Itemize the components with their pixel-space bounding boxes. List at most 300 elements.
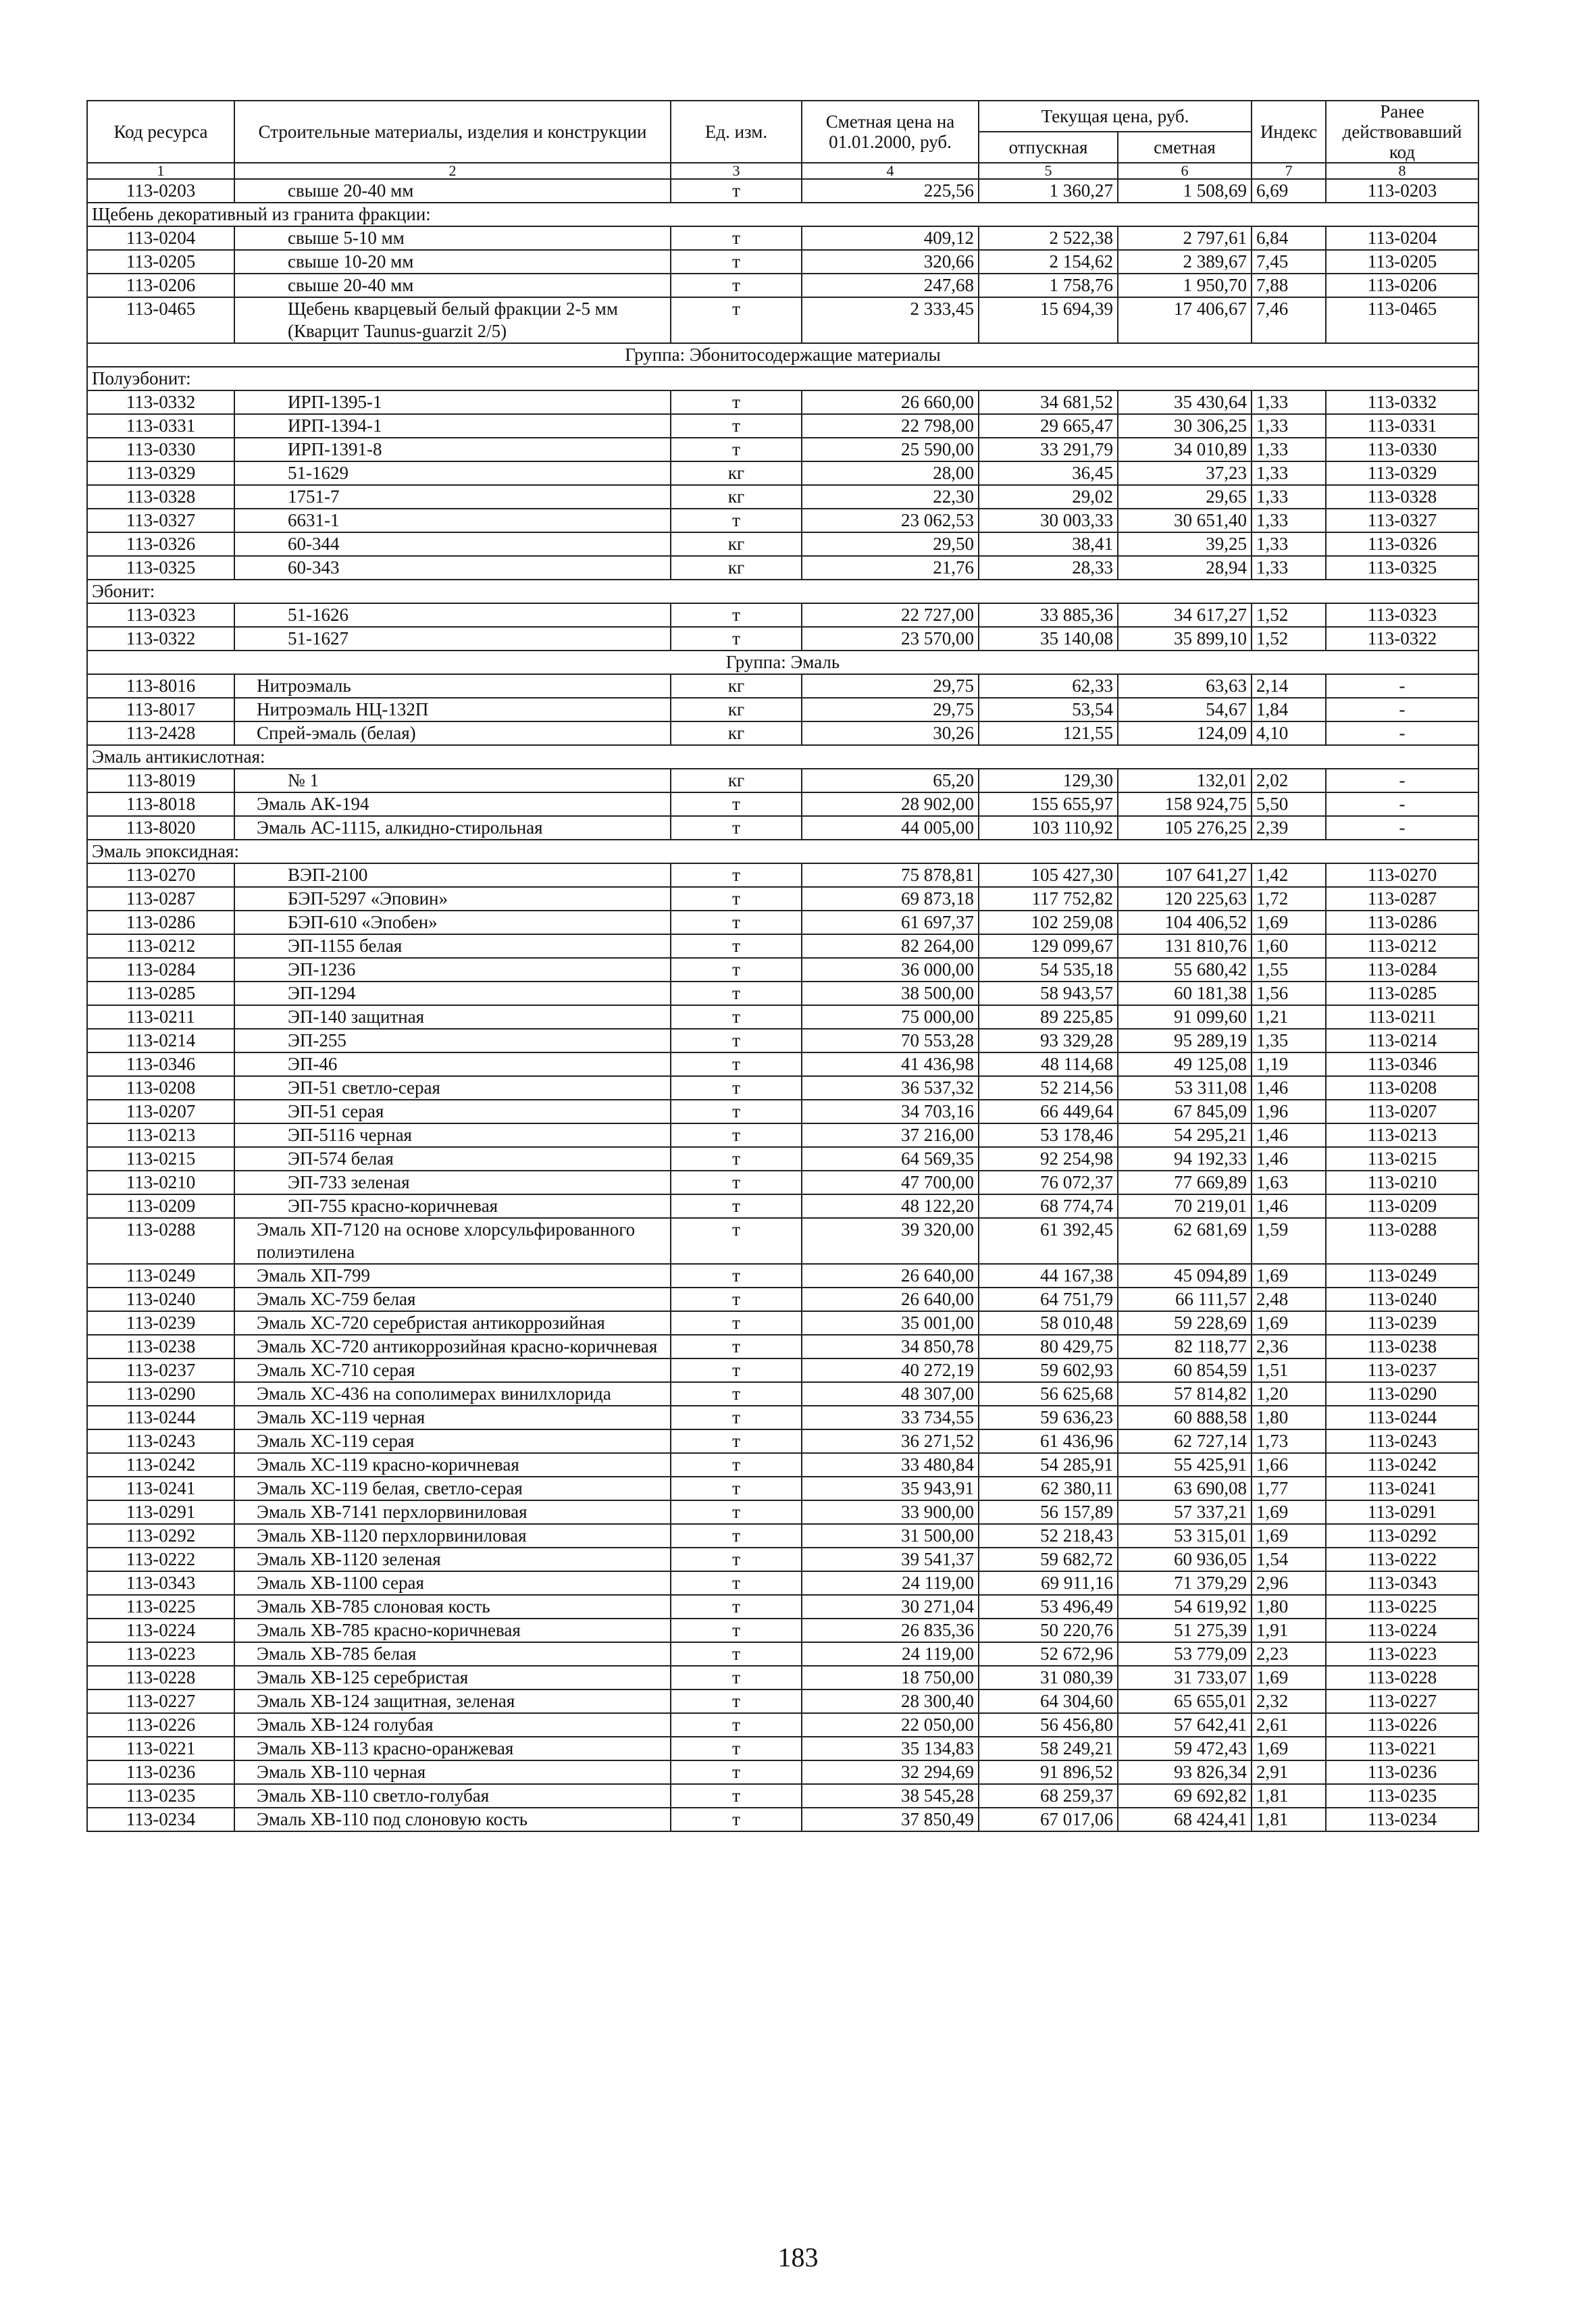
cell-estimate-price: 53 779,09 <box>1118 1642 1252 1666</box>
cell-code: 113-0236 <box>87 1760 234 1784</box>
cell-code: 113-8020 <box>87 816 234 840</box>
cell-estimate-price: 30 651,40 <box>1118 509 1252 532</box>
cell-previous-code: 113-0235 <box>1326 1784 1478 1808</box>
table-row <box>87 485 1478 509</box>
subheading: Эмаль антикислотная: <box>87 745 1478 769</box>
cell-previous-code: - <box>1326 674 1478 698</box>
cell-code: 113-0235 <box>87 1784 234 1808</box>
cell-code: 113-0206 <box>87 274 234 297</box>
cell-base-price: 38 545,28 <box>802 1784 979 1808</box>
cell-estimate-price: 82 118,77 <box>1118 1335 1252 1358</box>
cell-release-price: 2 522,38 <box>979 226 1118 250</box>
cell-unit: т <box>671 1500 802 1524</box>
cell-name: 51-1627 <box>234 627 671 651</box>
table-row <box>87 1264 1478 1288</box>
cell-base-price: 38 500,00 <box>802 982 979 1005</box>
cell-index: 1,77 <box>1252 1477 1326 1500</box>
cell-unit: т <box>671 1052 802 1076</box>
cell-estimate-price: 131 810,76 <box>1118 934 1252 958</box>
cell-code: 113-0292 <box>87 1524 234 1548</box>
group-heading: Группа: Эбонитосодержащие материалы <box>87 343 1478 367</box>
cell-previous-code: 113-0214 <box>1326 1029 1478 1052</box>
cell-base-price: 35 001,00 <box>802 1311 979 1335</box>
cell-previous-code: 113-0222 <box>1326 1548 1478 1571</box>
cell-name: Эмаль АК-194 <box>234 792 671 816</box>
cell-code: 113-0209 <box>87 1194 234 1218</box>
subheading-row <box>87 203 1478 226</box>
cell-base-price: 22 050,00 <box>802 1713 979 1737</box>
cell-unit: т <box>671 1100 802 1123</box>
cell-previous-code: 113-0270 <box>1326 863 1478 887</box>
cell-name: 60-343 <box>234 556 671 580</box>
table-row <box>87 934 1478 958</box>
table-row <box>87 1429 1478 1453</box>
group-heading: Группа: Эмаль <box>87 651 1478 674</box>
cell-base-price: 29,75 <box>802 698 979 721</box>
cell-name: 51-1629 <box>234 461 671 485</box>
cell-estimate-price: 2 389,67 <box>1118 250 1252 274</box>
cell-previous-code: 113-0234 <box>1326 1808 1478 1831</box>
cell-estimate-price: 120 225,63 <box>1118 887 1252 911</box>
cell-estimate-price: 71 379,29 <box>1118 1571 1252 1595</box>
column-number: 5 <box>979 163 1118 179</box>
cell-base-price: 23 570,00 <box>802 627 979 651</box>
cell-index: 1,33 <box>1252 509 1326 532</box>
cell-previous-code: 113-0327 <box>1326 509 1478 532</box>
cell-code: 113-0242 <box>87 1453 234 1477</box>
table-row <box>87 1477 1478 1500</box>
table-row <box>87 1524 1478 1548</box>
cell-release-price: 80 429,75 <box>979 1335 1118 1358</box>
cell-estimate-price: 34 617,27 <box>1118 603 1252 627</box>
cell-name: ВЭП-2100 <box>234 863 671 887</box>
table-row <box>87 461 1478 485</box>
table-row <box>87 532 1478 556</box>
cell-release-price: 58 010,48 <box>979 1311 1118 1335</box>
cell-index: 1,69 <box>1252 1264 1326 1288</box>
cell-previous-code: 113-0215 <box>1326 1147 1478 1171</box>
cell-base-price: 25 590,00 <box>802 438 979 461</box>
cell-index: 1,54 <box>1252 1548 1326 1571</box>
cell-index: 2,23 <box>1252 1642 1326 1666</box>
cell-base-price: 48 122,20 <box>802 1194 979 1218</box>
cell-unit: т <box>671 1548 802 1571</box>
cell-release-price: 44 167,38 <box>979 1264 1118 1288</box>
table-row <box>87 226 1478 250</box>
table-row <box>87 1335 1478 1358</box>
table-row <box>87 556 1478 580</box>
cell-index: 1,52 <box>1252 627 1326 651</box>
cell-base-price: 2 333,45 <box>802 297 979 343</box>
cell-base-price: 35 134,83 <box>802 1737 979 1760</box>
cell-code: 113-0270 <box>87 863 234 887</box>
cell-name: Нитроэмаль НЦ-132П <box>234 698 671 721</box>
cell-previous-code: 113-0207 <box>1326 1100 1478 1123</box>
cell-previous-code: 113-0243 <box>1326 1429 1478 1453</box>
cell-estimate-price: 124,09 <box>1118 721 1252 745</box>
cell-code: 113-0224 <box>87 1619 234 1642</box>
cell-unit: т <box>671 792 802 816</box>
cell-code: 113-0241 <box>87 1477 234 1500</box>
cell-release-price: 53,54 <box>979 698 1118 721</box>
cell-base-price: 61 697,37 <box>802 911 979 934</box>
cell-estimate-price: 94 192,33 <box>1118 1147 1252 1171</box>
cell-name: Щебень кварцевый белый фракции 2-5 мм (Кварцит Taunus-guarzit 2/5) <box>234 297 671 343</box>
cell-release-price: 121,55 <box>979 721 1118 745</box>
cell-release-price: 56 456,80 <box>979 1713 1118 1737</box>
cell-code: 113-0243 <box>87 1429 234 1453</box>
cell-index: 1,73 <box>1252 1429 1326 1453</box>
cell-name: Эмаль ХВ-110 светло-голубая <box>234 1784 671 1808</box>
cell-base-price: 28 902,00 <box>802 792 979 816</box>
cell-base-price: 33 480,84 <box>802 1453 979 1477</box>
cell-unit: т <box>671 1406 802 1429</box>
cell-previous-code: 113-0328 <box>1326 485 1478 509</box>
cell-unit: т <box>671 1760 802 1784</box>
cell-previous-code: 113-0204 <box>1326 226 1478 250</box>
table-row <box>87 1642 1478 1666</box>
cell-estimate-price: 158 924,75 <box>1118 792 1252 816</box>
cell-name: ИРП-1394-1 <box>234 414 671 438</box>
cell-code: 113-0212 <box>87 934 234 958</box>
cell-estimate-price: 28,94 <box>1118 556 1252 580</box>
cell-previous-code: 113-0325 <box>1326 556 1478 580</box>
table-row <box>87 816 1478 840</box>
header-previous-code: Ранее действовавший код <box>1326 101 1478 163</box>
cell-unit: т <box>671 1642 802 1666</box>
cell-estimate-price: 54,67 <box>1118 698 1252 721</box>
cell-release-price: 36,45 <box>979 461 1118 485</box>
cell-release-price: 34 681,52 <box>979 390 1118 414</box>
cell-release-price: 59 682,72 <box>979 1548 1118 1571</box>
cell-estimate-price: 91 099,60 <box>1118 1005 1252 1029</box>
cell-previous-code: 113-0332 <box>1326 390 1478 414</box>
cell-release-price: 64 751,79 <box>979 1288 1118 1311</box>
cell-code: 113-0215 <box>87 1147 234 1171</box>
cell-release-price: 91 896,52 <box>979 1760 1118 1784</box>
cell-code: 113-0225 <box>87 1595 234 1619</box>
cell-release-price: 15 694,39 <box>979 297 1118 343</box>
cell-unit: т <box>671 1784 802 1808</box>
cell-previous-code: 113-0236 <box>1326 1760 1478 1784</box>
cell-index: 1,69 <box>1252 911 1326 934</box>
cell-release-price: 53 178,46 <box>979 1123 1118 1147</box>
cell-release-price: 93 329,28 <box>979 1029 1118 1052</box>
cell-code: 113-0221 <box>87 1737 234 1760</box>
cell-code: 113-0285 <box>87 982 234 1005</box>
cell-index: 7,88 <box>1252 274 1326 297</box>
table-row <box>87 887 1478 911</box>
cell-name: ЭП-733 зеленая <box>234 1171 671 1194</box>
cell-base-price: 40 272,19 <box>802 1358 979 1382</box>
cell-base-price: 22 798,00 <box>802 414 979 438</box>
cell-base-price: 35 943,91 <box>802 1477 979 1500</box>
cell-code: 113-0238 <box>87 1335 234 1358</box>
cell-unit: т <box>671 1264 802 1288</box>
cell-release-price: 89 225,85 <box>979 1005 1118 1029</box>
cell-name: 1751-7 <box>234 485 671 509</box>
cell-name: Эмаль ХС-759 белая <box>234 1288 671 1311</box>
cell-unit: кг <box>671 674 802 698</box>
cell-base-price: 26 835,36 <box>802 1619 979 1642</box>
page-number: 183 <box>777 2242 819 2272</box>
cell-base-price: 33 900,00 <box>802 1500 979 1524</box>
cell-estimate-price: 95 289,19 <box>1118 1029 1252 1052</box>
subheading-row <box>87 367 1478 390</box>
cell-name: 51-1626 <box>234 603 671 627</box>
cell-unit: т <box>671 982 802 1005</box>
cell-name: Эмаль ХВ-7141 перхлорвиниловая <box>234 1500 671 1524</box>
cell-name: 60-344 <box>234 532 671 556</box>
cell-previous-code: 113-0326 <box>1326 532 1478 556</box>
table-row <box>87 1666 1478 1689</box>
cell-base-price: 18 750,00 <box>802 1666 979 1689</box>
cell-index: 2,96 <box>1252 1571 1326 1595</box>
cell-previous-code: 113-0465 <box>1326 297 1478 343</box>
cell-release-price: 67 017,06 <box>979 1808 1118 1831</box>
cell-estimate-price: 55 680,42 <box>1118 958 1252 982</box>
header-unit: Ед. изм. <box>671 101 802 163</box>
table-row <box>87 1218 1478 1264</box>
cell-estimate-price: 49 125,08 <box>1118 1052 1252 1076</box>
cell-code: 113-0239 <box>87 1311 234 1335</box>
cell-name: БЭП-5297 «Эповин» <box>234 887 671 911</box>
cell-name: Эмаль ХВ-785 слоновая кость <box>234 1595 671 1619</box>
cell-previous-code: 113-0242 <box>1326 1453 1478 1477</box>
cell-code: 113-0329 <box>87 461 234 485</box>
table-row <box>87 1571 1478 1595</box>
cell-base-price: 30,26 <box>802 721 979 745</box>
cell-previous-code: 113-0238 <box>1326 1335 1478 1358</box>
cell-release-price: 48 114,68 <box>979 1052 1118 1076</box>
column-number: 2 <box>234 163 671 179</box>
cell-base-price: 22 727,00 <box>802 603 979 627</box>
cell-index: 2,14 <box>1252 674 1326 698</box>
table-row <box>87 1595 1478 1619</box>
cell-code: 113-0207 <box>87 1100 234 1123</box>
cell-release-price: 105 427,30 <box>979 863 1118 887</box>
cell-code: 113-8018 <box>87 792 234 816</box>
cell-base-price: 29,75 <box>802 674 979 698</box>
cell-previous-code: 113-0239 <box>1326 1311 1478 1335</box>
cell-unit: т <box>671 1194 802 1218</box>
cell-unit: т <box>671 1429 802 1453</box>
cell-previous-code: 113-0343 <box>1326 1571 1478 1595</box>
cell-unit: т <box>671 274 802 297</box>
cell-release-price: 30 003,33 <box>979 509 1118 532</box>
header-estimate-price: сметная <box>1118 132 1252 163</box>
cell-base-price: 47 700,00 <box>802 1171 979 1194</box>
cell-name: Эмаль ХП-7120 на основе хлорсульфированного полиэтилена <box>234 1218 671 1264</box>
cell-previous-code: 113-0249 <box>1326 1264 1478 1288</box>
cell-unit: т <box>671 226 802 250</box>
group-heading-row <box>87 343 1478 367</box>
table-row <box>87 911 1478 934</box>
cell-release-price: 59 602,93 <box>979 1358 1118 1382</box>
cell-estimate-price: 57 337,21 <box>1118 1500 1252 1524</box>
cell-name: Эмаль ХВ-785 красно-коричневая <box>234 1619 671 1642</box>
cell-index: 1,66 <box>1252 1453 1326 1477</box>
cell-code: 113-0208 <box>87 1076 234 1100</box>
cell-estimate-price: 68 424,41 <box>1118 1808 1252 1831</box>
cell-unit: т <box>671 1311 802 1335</box>
cell-name: Эмаль ХП-799 <box>234 1264 671 1288</box>
cell-base-price: 24 119,00 <box>802 1642 979 1666</box>
cell-code: 113-2428 <box>87 721 234 745</box>
cell-unit: т <box>671 297 802 343</box>
cell-previous-code: 113-0210 <box>1326 1171 1478 1194</box>
cell-name: Эмаль ХВ-124 защитная, зеленая <box>234 1689 671 1713</box>
cell-base-price: 320,66 <box>802 250 979 274</box>
cell-estimate-price: 67 845,09 <box>1118 1100 1252 1123</box>
cell-name: Эмаль ХВ-1120 перхлорвиниловая <box>234 1524 671 1548</box>
cell-estimate-price: 59 228,69 <box>1118 1311 1252 1335</box>
cell-unit: т <box>671 1171 802 1194</box>
cell-code: 113-0332 <box>87 390 234 414</box>
cell-index: 1,56 <box>1252 982 1326 1005</box>
cell-index: 1,21 <box>1252 1005 1326 1029</box>
cell-index: 2,91 <box>1252 1760 1326 1784</box>
table-row <box>87 958 1478 982</box>
cell-index: 4,10 <box>1252 721 1326 745</box>
cell-previous-code: 113-0213 <box>1326 1123 1478 1147</box>
cell-name: свыше 5-10 мм <box>234 226 671 250</box>
cell-unit: кг <box>671 721 802 745</box>
cell-base-price: 75 000,00 <box>802 1005 979 1029</box>
cell-name: свыше 10-20 мм <box>234 250 671 274</box>
cell-previous-code: 113-0323 <box>1326 603 1478 627</box>
cell-code: 113-0328 <box>87 485 234 509</box>
cell-unit: т <box>671 179 802 203</box>
cell-name: ЭП-5116 черная <box>234 1123 671 1147</box>
table-row <box>87 1076 1478 1100</box>
cell-release-price: 54 535,18 <box>979 958 1118 982</box>
cell-previous-code: - <box>1326 721 1478 745</box>
cell-estimate-price: 60 936,05 <box>1118 1548 1252 1571</box>
table-row <box>87 1100 1478 1123</box>
cell-base-price: 34 850,78 <box>802 1335 979 1358</box>
cell-previous-code: 113-0240 <box>1326 1288 1478 1311</box>
cell-previous-code: 113-0330 <box>1326 438 1478 461</box>
cell-unit: т <box>671 1808 802 1831</box>
cell-unit: т <box>671 816 802 840</box>
table-row <box>87 1005 1478 1029</box>
cell-name: 6631-1 <box>234 509 671 532</box>
cell-unit: т <box>671 1737 802 1760</box>
cell-index: 1,80 <box>1252 1406 1326 1429</box>
table-row <box>87 698 1478 721</box>
cell-previous-code: 113-0203 <box>1326 179 1478 203</box>
cell-release-price: 35 140,08 <box>979 627 1118 651</box>
cell-base-price: 64 569,35 <box>802 1147 979 1171</box>
cell-release-price: 2 154,62 <box>979 250 1118 274</box>
cell-previous-code: 113-0286 <box>1326 911 1478 934</box>
cell-code: 113-0240 <box>87 1288 234 1311</box>
cell-index: 5,50 <box>1252 792 1326 816</box>
cell-code: 113-0284 <box>87 958 234 982</box>
cell-base-price: 36 000,00 <box>802 958 979 982</box>
cell-base-price: 409,12 <box>802 226 979 250</box>
table-row <box>87 721 1478 745</box>
cell-code: 113-0213 <box>87 1123 234 1147</box>
table-row <box>87 1358 1478 1382</box>
cell-index: 1,60 <box>1252 934 1326 958</box>
cell-code: 113-0226 <box>87 1713 234 1737</box>
cell-index: 2,02 <box>1252 769 1326 792</box>
table-row <box>87 1052 1478 1076</box>
cell-unit: т <box>671 1619 802 1642</box>
cell-estimate-price: 35 899,10 <box>1118 627 1252 651</box>
cell-base-price: 65,20 <box>802 769 979 792</box>
cell-index: 1,33 <box>1252 556 1326 580</box>
cell-code: 113-0325 <box>87 556 234 580</box>
cell-base-price: 24 119,00 <box>802 1571 979 1595</box>
cell-name: ИРП-1391-8 <box>234 438 671 461</box>
cell-estimate-price: 62 727,14 <box>1118 1429 1252 1453</box>
cell-previous-code: 113-0322 <box>1326 627 1478 651</box>
table-row <box>87 509 1478 532</box>
cell-index: 1,33 <box>1252 532 1326 556</box>
cell-release-price: 58 249,21 <box>979 1737 1118 1760</box>
cell-index: 1,84 <box>1252 698 1326 721</box>
cell-index: 1,20 <box>1252 1382 1326 1406</box>
cell-index: 1,46 <box>1252 1123 1326 1147</box>
cell-index: 6,69 <box>1252 179 1326 203</box>
cell-previous-code: 113-0288 <box>1326 1218 1478 1264</box>
cell-previous-code: 113-0225 <box>1326 1595 1478 1619</box>
cell-base-price: 37 850,49 <box>802 1808 979 1831</box>
cell-previous-code: 113-0212 <box>1326 934 1478 958</box>
cell-name: ЭП-255 <box>234 1029 671 1052</box>
cell-name: Эмаль ХВ-785 белая <box>234 1642 671 1666</box>
cell-index: 1,96 <box>1252 1100 1326 1123</box>
cell-estimate-price: 17 406,67 <box>1118 297 1252 343</box>
table-row <box>87 1689 1478 1713</box>
cell-code: 113-0227 <box>87 1689 234 1713</box>
cell-unit: т <box>671 934 802 958</box>
cell-code: 113-0223 <box>87 1642 234 1666</box>
cell-unit: т <box>671 1218 802 1264</box>
cell-name: ЭП-51 серая <box>234 1100 671 1123</box>
cell-code: 113-8019 <box>87 769 234 792</box>
cell-previous-code: 113-0237 <box>1326 1358 1478 1382</box>
cell-code: 113-0287 <box>87 887 234 911</box>
cell-unit: т <box>671 603 802 627</box>
cell-index: 7,45 <box>1252 250 1326 274</box>
cell-base-price: 247,68 <box>802 274 979 297</box>
cell-code: 113-0204 <box>87 226 234 250</box>
header-index: Индекс <box>1252 101 1326 163</box>
cell-code: 113-0288 <box>87 1218 234 1264</box>
cell-name: Эмаль ХС-720 антикоррозийная красно-коричневая <box>234 1335 671 1358</box>
cell-base-price: 34 703,16 <box>802 1100 979 1123</box>
cell-estimate-price: 104 406,52 <box>1118 911 1252 934</box>
cell-code: 113-0205 <box>87 250 234 274</box>
column-number: 3 <box>671 163 802 179</box>
cell-unit: т <box>671 1123 802 1147</box>
table-row <box>87 390 1478 414</box>
cell-release-price: 56 157,89 <box>979 1500 1118 1524</box>
cell-base-price: 48 307,00 <box>802 1382 979 1406</box>
cell-index: 1,52 <box>1252 603 1326 627</box>
cell-release-price: 29 665,47 <box>979 414 1118 438</box>
table-row <box>87 297 1478 343</box>
cell-unit: т <box>671 863 802 887</box>
table-row <box>87 1619 1478 1642</box>
cell-index: 1,46 <box>1252 1076 1326 1100</box>
cell-name: Эмаль ХС-436 на сополимерах винилхлорида <box>234 1382 671 1406</box>
header-release-price: отпускная <box>979 132 1118 163</box>
